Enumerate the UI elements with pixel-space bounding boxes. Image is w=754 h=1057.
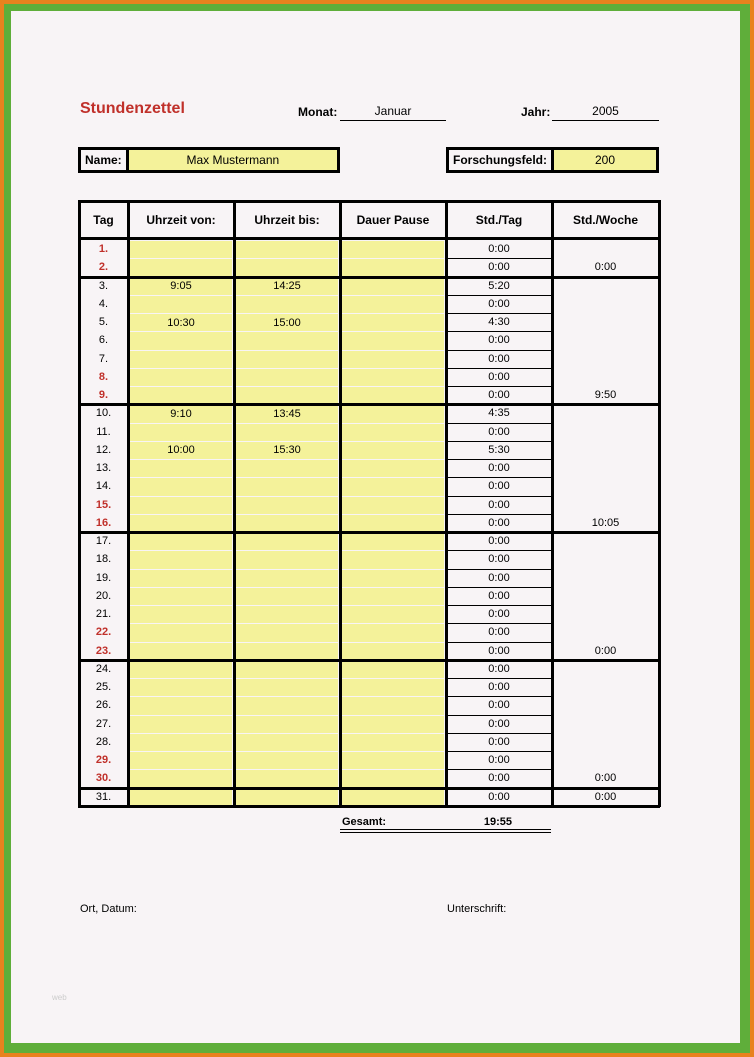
pause-input[interactable] (342, 752, 444, 769)
day-cell: 23. (95, 644, 112, 657)
pause-input[interactable] (342, 643, 444, 660)
end-time-input[interactable] (236, 551, 338, 568)
year-field[interactable]: 2005 (552, 104, 659, 121)
hours-per-day: 0:00 (488, 261, 510, 274)
week-separator (78, 403, 660, 406)
row-divider (446, 587, 552, 588)
pause-input[interactable] (342, 278, 444, 295)
start-time-input[interactable] (130, 369, 232, 386)
row-divider (446, 678, 552, 679)
row-divider (446, 441, 552, 442)
name-field[interactable]: Max Mustermann (129, 150, 337, 170)
table-border-top (78, 200, 660, 203)
start-time-input[interactable]: 9:05 (130, 278, 232, 295)
pause-input[interactable] (342, 770, 444, 787)
start-time-input[interactable] (130, 241, 232, 258)
year-label: Jahr: (521, 105, 551, 119)
start-time-input[interactable] (130, 460, 232, 477)
hours-per-day: 0:00 (488, 535, 510, 548)
hours-per-day: 0:00 (488, 370, 510, 383)
pause-input[interactable] (342, 497, 444, 514)
hours-per-week: 0:00 (594, 790, 617, 803)
start-time-input[interactable]: 10:00 (130, 442, 232, 459)
hours-per-day: 0:00 (488, 626, 510, 639)
hours-per-day: 0:00 (488, 425, 510, 438)
signature-label: Unterschrift: (447, 903, 507, 915)
end-time-input[interactable] (236, 588, 338, 605)
column-border (551, 200, 554, 807)
day-cell: 10. (95, 407, 112, 420)
row-divider (446, 368, 552, 369)
end-time-input[interactable] (236, 387, 338, 404)
day-cell: 20. (95, 589, 112, 602)
end-time-input[interactable] (236, 789, 338, 806)
end-time-input[interactable] (236, 752, 338, 769)
hours-per-day: 0:00 (488, 754, 510, 767)
hours-per-day: 0:00 (488, 243, 510, 256)
row-divider (446, 623, 552, 624)
pause-input[interactable] (342, 533, 444, 550)
day-cell: 6. (98, 334, 109, 347)
start-time-input[interactable] (130, 387, 232, 404)
start-time-input[interactable] (130, 734, 232, 751)
start-time-input[interactable] (130, 332, 232, 349)
start-time-input[interactable] (130, 551, 232, 568)
row-divider (446, 715, 552, 716)
start-time-input[interactable] (130, 697, 232, 714)
row-divider (446, 258, 552, 259)
research-field-label: Forschungsfeld: (449, 150, 554, 170)
start-time-input[interactable] (130, 789, 232, 806)
hours-per-day: 0:00 (488, 553, 510, 566)
pause-input[interactable] (342, 478, 444, 495)
start-time-input[interactable] (130, 351, 232, 368)
start-time-input[interactable] (130, 533, 232, 550)
row-divider (446, 569, 552, 570)
pause-input[interactable] (342, 606, 444, 623)
pause-input[interactable] (342, 332, 444, 349)
start-time-input[interactable]: 10:30 (130, 314, 232, 331)
end-time-input[interactable]: 15:30 (236, 442, 338, 459)
end-time-input[interactable] (236, 643, 338, 660)
start-time-input[interactable] (130, 515, 232, 532)
pause-input[interactable] (342, 716, 444, 733)
pause-input[interactable] (342, 259, 444, 276)
end-time-input[interactable] (236, 478, 338, 495)
day-cell: 1. (98, 243, 109, 256)
week-separator (78, 276, 660, 279)
pause-input[interactable] (342, 697, 444, 714)
end-time-input[interactable] (236, 661, 338, 678)
hours-per-day: 0:00 (488, 462, 510, 475)
end-time-input[interactable] (236, 570, 338, 587)
end-time-input[interactable] (236, 241, 338, 258)
hours-per-week: 10:05 (591, 516, 620, 529)
start-time-input[interactable] (130, 424, 232, 441)
header-day-hours: Std./Tag (475, 213, 523, 227)
start-time-input[interactable] (130, 478, 232, 495)
day-cell: 31. (95, 790, 112, 803)
day-cell: 11. (96, 425, 111, 438)
end-time-input[interactable] (236, 424, 338, 441)
day-cell: 30. (95, 772, 112, 785)
hours-per-week: 9:50 (594, 389, 617, 402)
row-divider (446, 496, 552, 497)
hours-per-day: 5:20 (488, 279, 510, 292)
row-divider (446, 605, 552, 606)
hours-per-day: 0:00 (488, 662, 510, 675)
end-time-input[interactable] (236, 332, 338, 349)
day-cell: 21. (95, 608, 112, 621)
header-pause: Dauer Pause (356, 213, 430, 227)
hours-per-day: 0:00 (488, 790, 510, 803)
total-row (340, 816, 550, 830)
hours-per-day: 5:30 (488, 443, 510, 456)
day-cell: 29. (95, 754, 112, 767)
column-border (127, 200, 130, 807)
end-time-input[interactable] (236, 515, 338, 532)
day-cell: 25. (95, 681, 112, 694)
total-underline-1 (340, 829, 551, 830)
end-time-input[interactable]: 15:00 (236, 314, 338, 331)
day-cell: 24. (95, 662, 112, 675)
pause-input[interactable] (342, 734, 444, 751)
name-box (78, 147, 340, 173)
day-cell: 22. (95, 626, 112, 639)
day-cell: 5. (98, 316, 109, 329)
pause-input[interactable] (342, 789, 444, 806)
month-field[interactable]: Januar (340, 104, 446, 121)
column-border (339, 200, 342, 807)
row-divider (446, 733, 552, 734)
hours-per-day: 0:00 (488, 498, 510, 511)
row-divider (446, 423, 552, 424)
end-time-input[interactable]: 14:25 (236, 278, 338, 295)
hours-per-day: 0:00 (488, 334, 510, 347)
day-cell: 26. (95, 699, 112, 712)
start-time-input[interactable] (130, 643, 232, 660)
start-time-input[interactable] (130, 752, 232, 769)
header-border-bottom (78, 237, 660, 240)
row-divider (446, 459, 552, 460)
row-divider (446, 295, 552, 296)
pause-input[interactable] (342, 661, 444, 678)
end-time-input[interactable] (236, 606, 338, 623)
row-divider (446, 331, 552, 332)
hours-per-day: 0:00 (488, 352, 510, 365)
hours-per-day: 0:00 (488, 644, 510, 657)
hours-per-day: 0:00 (488, 608, 510, 621)
hours-per-day: 4:35 (488, 407, 510, 420)
start-time-input[interactable] (130, 259, 232, 276)
end-time-input[interactable] (236, 624, 338, 641)
table-border-bottom (78, 805, 660, 808)
row-divider (446, 514, 552, 515)
month-label: Monat: (298, 105, 338, 119)
start-time-input[interactable] (130, 679, 232, 696)
end-time-input[interactable] (236, 351, 338, 368)
pause-input[interactable] (342, 515, 444, 532)
hours-per-day: 0:00 (488, 699, 510, 712)
day-cell: 27. (95, 717, 112, 730)
day-cell: 8. (98, 370, 109, 383)
start-time-input[interactable] (130, 770, 232, 787)
hours-per-day: 0:00 (488, 389, 510, 402)
pause-input[interactable] (342, 387, 444, 404)
pause-input[interactable] (342, 570, 444, 587)
hours-per-day: 0:00 (488, 772, 510, 785)
hours-per-day: 0:00 (488, 297, 510, 310)
day-cell: 12. (95, 443, 112, 456)
column-border (233, 200, 236, 807)
pause-input[interactable] (342, 314, 444, 331)
pause-input[interactable] (342, 624, 444, 641)
header-from: Uhrzeit von: (146, 213, 216, 227)
day-cell: 9. (98, 389, 109, 402)
hours-per-day: 0:00 (488, 735, 510, 748)
end-time-input[interactable] (236, 369, 338, 386)
day-cell: 4. (98, 297, 109, 310)
row-divider (446, 696, 552, 697)
page-title: Stundenzettel (80, 100, 185, 117)
column-border (78, 200, 81, 807)
hours-per-week: 0:00 (594, 644, 617, 657)
day-cell: 16. (95, 516, 112, 529)
row-divider (446, 386, 552, 387)
hours-per-day: 0:00 (488, 717, 510, 730)
start-time-input[interactable] (130, 661, 232, 678)
day-cell: 3. (98, 279, 109, 292)
pause-input[interactable] (342, 369, 444, 386)
header-to: Uhrzeit bis: (254, 213, 320, 227)
hours-per-day: 0:00 (488, 571, 510, 584)
total-underline-2 (340, 832, 551, 833)
start-time-input[interactable]: 9:10 (130, 405, 232, 422)
day-cell: 2. (98, 261, 109, 274)
end-time-input[interactable] (236, 770, 338, 787)
day-cell: 28. (95, 735, 112, 748)
watermark: web (52, 993, 67, 1002)
day-cell: 14. (95, 480, 112, 493)
row-divider (446, 642, 552, 643)
header-week-hours: Std./Woche (572, 213, 639, 227)
pause-input[interactable] (342, 424, 444, 441)
end-time-input[interactable] (236, 533, 338, 550)
end-time-input[interactable] (236, 734, 338, 751)
hours-per-day: 0:00 (488, 480, 510, 493)
end-time-input[interactable] (236, 697, 338, 714)
hours-per-day: 0:00 (488, 681, 510, 694)
pause-input[interactable] (342, 351, 444, 368)
pause-input[interactable] (342, 588, 444, 605)
end-time-input[interactable] (236, 460, 338, 477)
end-time-input[interactable] (236, 497, 338, 514)
end-time-input[interactable] (236, 259, 338, 276)
research-field-input[interactable]: 200 (554, 150, 656, 170)
day-cell: 17. (95, 535, 112, 548)
start-time-input[interactable] (130, 497, 232, 514)
day-cell: 7. (98, 352, 109, 365)
row-divider (446, 751, 552, 752)
place-date-label: Ort, Datum: (80, 903, 137, 915)
total-value: 19:55 (483, 816, 512, 828)
row-divider (446, 477, 552, 478)
hours-per-day: 4:30 (488, 316, 510, 329)
end-time-input[interactable]: 13:45 (236, 405, 338, 422)
end-time-input[interactable] (236, 296, 338, 313)
total-label: Gesamt: (342, 816, 387, 828)
header-day: Tag (93, 213, 114, 227)
row-divider (446, 313, 552, 314)
start-time-input[interactable] (130, 624, 232, 641)
column-border (658, 200, 661, 807)
start-time-input[interactable] (130, 588, 232, 605)
pause-input[interactable] (342, 405, 444, 422)
row-divider (446, 550, 552, 551)
pause-input[interactable] (342, 296, 444, 313)
pause-input[interactable] (342, 241, 444, 258)
hours-per-week: 0:00 (594, 772, 617, 785)
research-field-box (446, 147, 659, 173)
start-time-input[interactable] (130, 716, 232, 733)
hours-per-week: 0:00 (594, 261, 617, 274)
day-cell: 13. (95, 462, 112, 475)
pause-input[interactable] (342, 460, 444, 477)
start-time-input[interactable] (130, 606, 232, 623)
day-cell: 18. (95, 553, 112, 566)
pause-input[interactable] (342, 442, 444, 459)
week-separator (78, 531, 660, 534)
pause-input[interactable] (342, 551, 444, 568)
row-divider (446, 769, 552, 770)
row-divider (446, 350, 552, 351)
pause-input[interactable] (342, 679, 444, 696)
day-cell: 15. (95, 498, 112, 511)
end-time-input[interactable] (236, 716, 338, 733)
hours-per-day: 0:00 (488, 589, 510, 602)
start-time-input[interactable] (130, 570, 232, 587)
name-label: Name: (81, 150, 129, 170)
week-separator (78, 787, 660, 790)
start-time-input[interactable] (130, 296, 232, 313)
day-cell: 19. (95, 571, 112, 584)
week-separator (78, 659, 660, 662)
end-time-input[interactable] (236, 679, 338, 696)
hours-per-day: 0:00 (488, 516, 510, 529)
column-border (445, 200, 448, 807)
